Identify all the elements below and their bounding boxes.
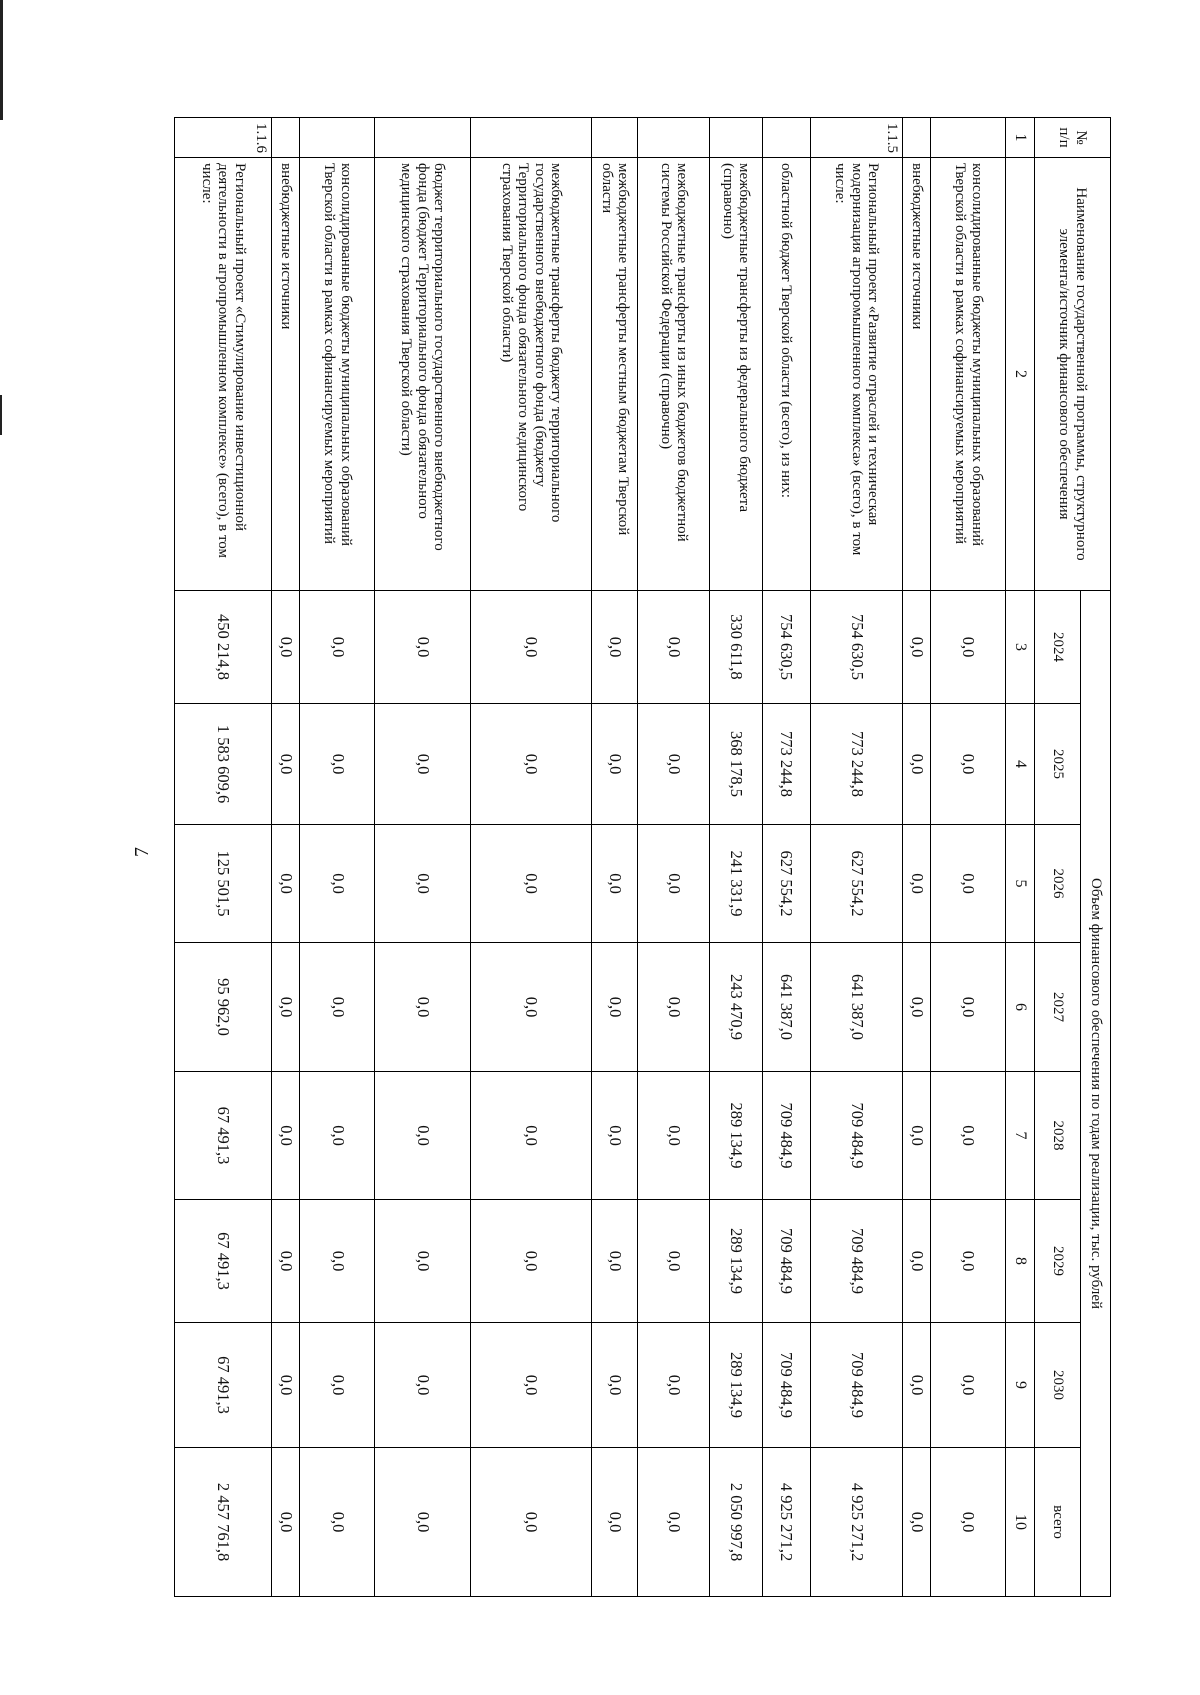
cell-value: 0,0 <box>638 1200 710 1323</box>
header-total: всего <box>1035 1448 1081 1597</box>
cell-value: 0,0 <box>592 1072 638 1200</box>
cell-value: 0,0 <box>271 704 300 825</box>
cell-value: 641 387,0 <box>762 943 810 1072</box>
table-row <box>710 118 762 1597</box>
cell-value: 0,0 <box>903 825 931 943</box>
row-name: Региональный проект «Стимулирование инвестиционной деятельности в агропромышленном комплексе» (всего), в том числе: <box>175 158 272 591</box>
cell-value: 2 457 761,8 <box>175 1448 272 1597</box>
cell-value: 0,0 <box>375 1072 471 1200</box>
cell-value: 627 554,2 <box>810 825 902 943</box>
cell-value: 0,0 <box>592 1200 638 1323</box>
cell-value: 67 491,3 <box>175 1072 272 1200</box>
cell-value: 0,0 <box>470 1072 591 1200</box>
cell-value: 0,0 <box>375 704 471 825</box>
cell-value: 709 484,9 <box>810 1200 902 1323</box>
cell-value: 627 554,2 <box>762 825 810 943</box>
row-number <box>300 118 375 158</box>
table-row <box>175 118 272 1597</box>
header-name: Наименование государственной программы, структурного элемента/источник финансового обеспечения <box>1035 158 1111 591</box>
column-number: 3 <box>1006 591 1035 704</box>
cell-value: 0,0 <box>470 591 591 704</box>
cell-value: 0,0 <box>931 1200 1006 1323</box>
cell-value: 709 484,9 <box>762 1323 810 1448</box>
cell-value: 0,0 <box>592 943 638 1072</box>
row-number: 1.1.6 <box>175 118 272 158</box>
cell-value: 754 630,5 <box>810 591 902 704</box>
cell-value: 67 491,3 <box>175 1323 272 1448</box>
row-number <box>710 118 762 158</box>
cell-value: 243 470,9 <box>710 943 762 1072</box>
column-number: 8 <box>1006 1200 1035 1323</box>
cell-value: 67 491,3 <box>175 1200 272 1323</box>
cell-value: 0,0 <box>470 704 591 825</box>
column-number: 1 <box>1006 118 1035 158</box>
cell-value: 0,0 <box>931 591 1006 704</box>
row-number <box>931 118 1006 158</box>
cell-value: 0,0 <box>638 1448 710 1597</box>
cell-value: 773 244,8 <box>810 704 902 825</box>
row-name: консолидированные бюджеты муниципальных образований Тверской области в рамках софинансируемых мероприятий <box>300 158 375 591</box>
table-row <box>375 118 471 1597</box>
cell-value: 709 484,9 <box>762 1200 810 1323</box>
row-name: межбюджетные трансферты из федерального бюджета (справочно) <box>710 158 762 591</box>
cell-value: 0,0 <box>375 1200 471 1323</box>
cell-value: 0,0 <box>638 943 710 1072</box>
table-row <box>592 118 638 1597</box>
table-row <box>300 118 375 1597</box>
cell-value: 0,0 <box>638 1323 710 1448</box>
column-number: 2 <box>1006 158 1035 591</box>
table-row <box>638 118 710 1597</box>
cell-value: 0,0 <box>375 591 471 704</box>
row-number <box>470 118 591 158</box>
cell-value: 0,0 <box>931 1072 1006 1200</box>
cell-value: 0,0 <box>903 1200 931 1323</box>
table-row <box>903 118 931 1597</box>
column-number: 10 <box>1006 1448 1035 1597</box>
row-number <box>375 118 471 158</box>
cell-value: 289 134,9 <box>710 1200 762 1323</box>
cell-value: 0,0 <box>638 704 710 825</box>
cell-value: 0,0 <box>271 1323 300 1448</box>
row-name: межбюджетные трансферты местным бюджетам Тверской области <box>592 158 638 591</box>
cell-value: 0,0 <box>271 1072 300 1200</box>
cell-value: 0,0 <box>931 704 1006 825</box>
cell-value: 0,0 <box>592 1323 638 1448</box>
header-year: 2026 <box>1035 825 1081 943</box>
cell-value: 0,0 <box>300 825 375 943</box>
cell-value: 0,0 <box>470 825 591 943</box>
financing-table <box>174 117 1111 1597</box>
cell-value: 0,0 <box>375 943 471 1072</box>
cell-value: 641 387,0 <box>810 943 902 1072</box>
cell-value: 289 134,9 <box>710 1072 762 1200</box>
cell-value: 773 244,8 <box>762 704 810 825</box>
table-row <box>271 118 300 1597</box>
cell-value: 450 214,8 <box>175 591 272 704</box>
header-year: 2024 <box>1035 591 1081 704</box>
row-number: 1.1.5 <box>810 118 902 158</box>
cell-value: 0,0 <box>300 591 375 704</box>
cell-value: 95 962,0 <box>175 943 272 1072</box>
cell-value: 0,0 <box>470 1323 591 1448</box>
row-name: внебюджетные источники <box>271 158 300 591</box>
cell-value: 368 178,5 <box>710 704 762 825</box>
row-name: внебюджетные источники <box>903 158 931 591</box>
column-number: 4 <box>1006 704 1035 825</box>
cell-value: 0,0 <box>903 704 931 825</box>
cell-value: 709 484,9 <box>810 1323 902 1448</box>
header-year: 2025 <box>1035 704 1081 825</box>
header-year: 2027 <box>1035 943 1081 1072</box>
row-name: межбюджетные трансферты бюджету территориального государственного внебюджетного фонда (бюджету Территориального фонда обязательного медицинского страхования Тверской области) <box>470 158 591 591</box>
cell-value: 0,0 <box>375 1323 471 1448</box>
cell-value: 0,0 <box>300 1200 375 1323</box>
cell-value: 0,0 <box>592 591 638 704</box>
cell-value: 0,0 <box>300 943 375 1072</box>
cell-value: 125 501,5 <box>175 825 272 943</box>
cell-value: 0,0 <box>903 1072 931 1200</box>
table-row <box>762 118 810 1597</box>
row-number <box>271 118 300 158</box>
row-number <box>638 118 710 158</box>
header-volume-group: Объем финансового обеспечения по годам реализации, тыс. рублей <box>1081 591 1111 1597</box>
cell-value: 0,0 <box>271 1200 300 1323</box>
cell-value: 0,0 <box>638 591 710 704</box>
cell-value: 0,0 <box>592 825 638 943</box>
cell-value: 4 925 271,2 <box>762 1448 810 1597</box>
cell-value: 0,0 <box>903 1448 931 1597</box>
cell-value: 0,0 <box>300 1448 375 1597</box>
scan-edge-line <box>0 395 2 435</box>
cell-value: 0,0 <box>271 1448 300 1597</box>
cell-value: 0,0 <box>638 1072 710 1200</box>
row-number <box>903 118 931 158</box>
cell-value: 241 331,9 <box>710 825 762 943</box>
cell-value: 0,0 <box>271 943 300 1072</box>
column-number: 7 <box>1006 1072 1035 1200</box>
cell-value: 0,0 <box>300 1072 375 1200</box>
cell-value: 1 583 609,6 <box>175 704 272 825</box>
header-year: 2030 <box>1035 1323 1081 1448</box>
cell-value: 0,0 <box>931 1448 1006 1597</box>
cell-value: 0,0 <box>470 943 591 1072</box>
row-name: межбюджетные трансферты из иных бюджетов бюджетной системы Российской Федерации (справочно) <box>638 158 710 591</box>
row-name: консолидированные бюджеты муниципальных образований Тверской области в рамках софинансируемых мероприятий <box>931 158 1006 591</box>
cell-value: 0,0 <box>903 591 931 704</box>
cell-value: 0,0 <box>300 704 375 825</box>
column-number: 9 <box>1006 1323 1035 1448</box>
cell-value: 4 925 271,2 <box>810 1448 902 1597</box>
cell-value: 0,0 <box>903 943 931 1072</box>
cell-value: 330 611,8 <box>710 591 762 704</box>
cell-value: 0,0 <box>931 1323 1006 1448</box>
cell-value: 0,0 <box>903 1323 931 1448</box>
cell-value: 0,0 <box>592 704 638 825</box>
cell-value: 2 050 997,8 <box>710 1448 762 1597</box>
header-year: 2029 <box>1035 1200 1081 1323</box>
cell-value: 0,0 <box>931 943 1006 1072</box>
cell-value: 0,0 <box>271 825 300 943</box>
header-year: 2028 <box>1035 1072 1081 1200</box>
cell-value: 0,0 <box>592 1448 638 1597</box>
column-number: 6 <box>1006 943 1035 1072</box>
row-number <box>592 118 638 158</box>
row-name: областной бюджет Тверской области (всего), из них: <box>762 158 810 591</box>
table-row <box>470 118 591 1597</box>
table-row <box>931 118 1006 1597</box>
scan-edge-line <box>0 0 3 120</box>
cell-value: 289 134,9 <box>710 1323 762 1448</box>
page-number: 7 <box>131 847 153 857</box>
cell-value: 0,0 <box>300 1323 375 1448</box>
row-number <box>762 118 810 158</box>
cell-value: 709 484,9 <box>762 1072 810 1200</box>
cell-value: 0,0 <box>375 825 471 943</box>
cell-value: 0,0 <box>375 1448 471 1597</box>
cell-value: 754 630,5 <box>762 591 810 704</box>
cell-value: 0,0 <box>470 1200 591 1323</box>
cell-value: 0,0 <box>931 825 1006 943</box>
column-number: 5 <box>1006 825 1035 943</box>
cell-value: 0,0 <box>638 825 710 943</box>
row-name: Региональный проект «Развитие отраслей и техническая модернизация агропромышленного комплекса» (всего), в том числе: <box>810 158 902 591</box>
row-name: бюджет территориального государственного внебюджетного фонда (бюджет Территориального фонда обязательного медицинского страхования Тверской области) <box>375 158 471 591</box>
cell-value: 709 484,9 <box>810 1072 902 1200</box>
cell-value: 0,0 <box>271 591 300 704</box>
rotated-table-wrapper <box>174 117 1111 1596</box>
header-no: № п/п <box>1035 118 1111 158</box>
cell-value: 0,0 <box>470 1448 591 1597</box>
table-row <box>810 118 902 1597</box>
